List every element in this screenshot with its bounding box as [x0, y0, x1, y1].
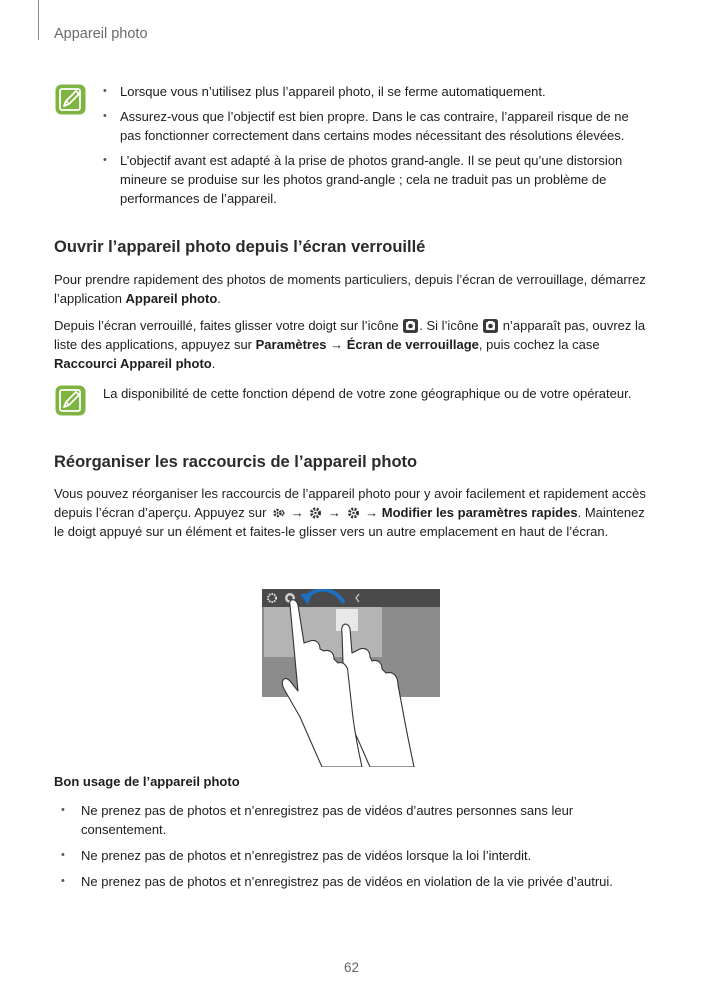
note-availability: La disponibilité de cette fonction dépend de votre zone géographique ou de votre opérateur. [103, 386, 632, 401]
running-header: Appareil photo [54, 26, 148, 42]
list-item: • Lorsque vous n’utilisez plus l’appareil photo, il se ferme automatiquement. [103, 82, 651, 101]
paragraph-quick-launch: Pour prendre rapidement des photos de moments particuliers, depuis l’écran de verrouillage, démarrez l’application Appareil photo. [54, 272, 646, 306]
pencil-note-icon [55, 84, 86, 115]
paragraph-reorganize-shortcuts: Vous pouvez réorganiser les raccourcis de l’appareil photo pour y avoir facilement et rapidement accès depuis l’écran d’aperçu. Appuyez sur → → → Modifier les paramètres rapides. Maintenez le doigt appuyé sur un élément et faites-le glisser vers un autre emplacement en haut de l’écran. [54, 486, 646, 539]
camera-icon [483, 319, 498, 333]
section-heading-shortcuts: Réorganiser les raccourcis de l’appareil photo [54, 453, 418, 471]
camera-icon [403, 319, 418, 333]
gear-icon [346, 506, 361, 520]
gear-icon [308, 506, 323, 520]
subheading-best-use: Bon usage de l’appareil photo [54, 774, 240, 789]
paragraph-lock-screen-instructions: Depuis l’écran verrouillé, faites glisser votre doigt sur l’icône . Si l’icône n’apparaît pas, ouvrez la liste des applications, appuyez sur Paramètres → Écran de verrouillage, puis cochez la case Raccourci Appareil photo. [54, 318, 646, 371]
page-number: 62 [343, 960, 360, 975]
list-item: • Ne prenez pas de photos et n’enregistrez pas de vidéos en violation de la vie privée d’autrui. [61, 872, 651, 891]
settings-expand-icon [271, 506, 286, 520]
list-item: • Assurez-vous que l’objectif est bien propre. Dans le cas contraire, l’appareil risque de ne pas fonctionner correctement dans certains modes nécessitant des résolutions élevées. [103, 107, 651, 145]
margin-rule [38, 0, 39, 40]
list-item: • Ne prenez pas de photos et n’enregistrez pas de vidéos lorsque la loi l’interdit. [61, 846, 651, 865]
illustration-drag-shortcut [262, 589, 440, 767]
list-item: • Ne prenez pas de photos et n’enregistrez pas de vidéos d’autres personnes sans leur consentement. [61, 801, 651, 839]
list-item: • L’objectif avant est adapté à la prise de photos grand-angle. Il se peut qu’une distorsion mineure se produise sur les photos grand-angle ; cela ne traduit pas un problème de performances de l’appareil. [103, 151, 651, 208]
note-bullet-list [103, 82, 651, 214]
best-use-list [61, 801, 651, 898]
pencil-note-icon [55, 385, 86, 416]
section-heading-lock-screen: Ouvrir l’appareil photo depuis l’écran verrouillé [54, 238, 426, 256]
